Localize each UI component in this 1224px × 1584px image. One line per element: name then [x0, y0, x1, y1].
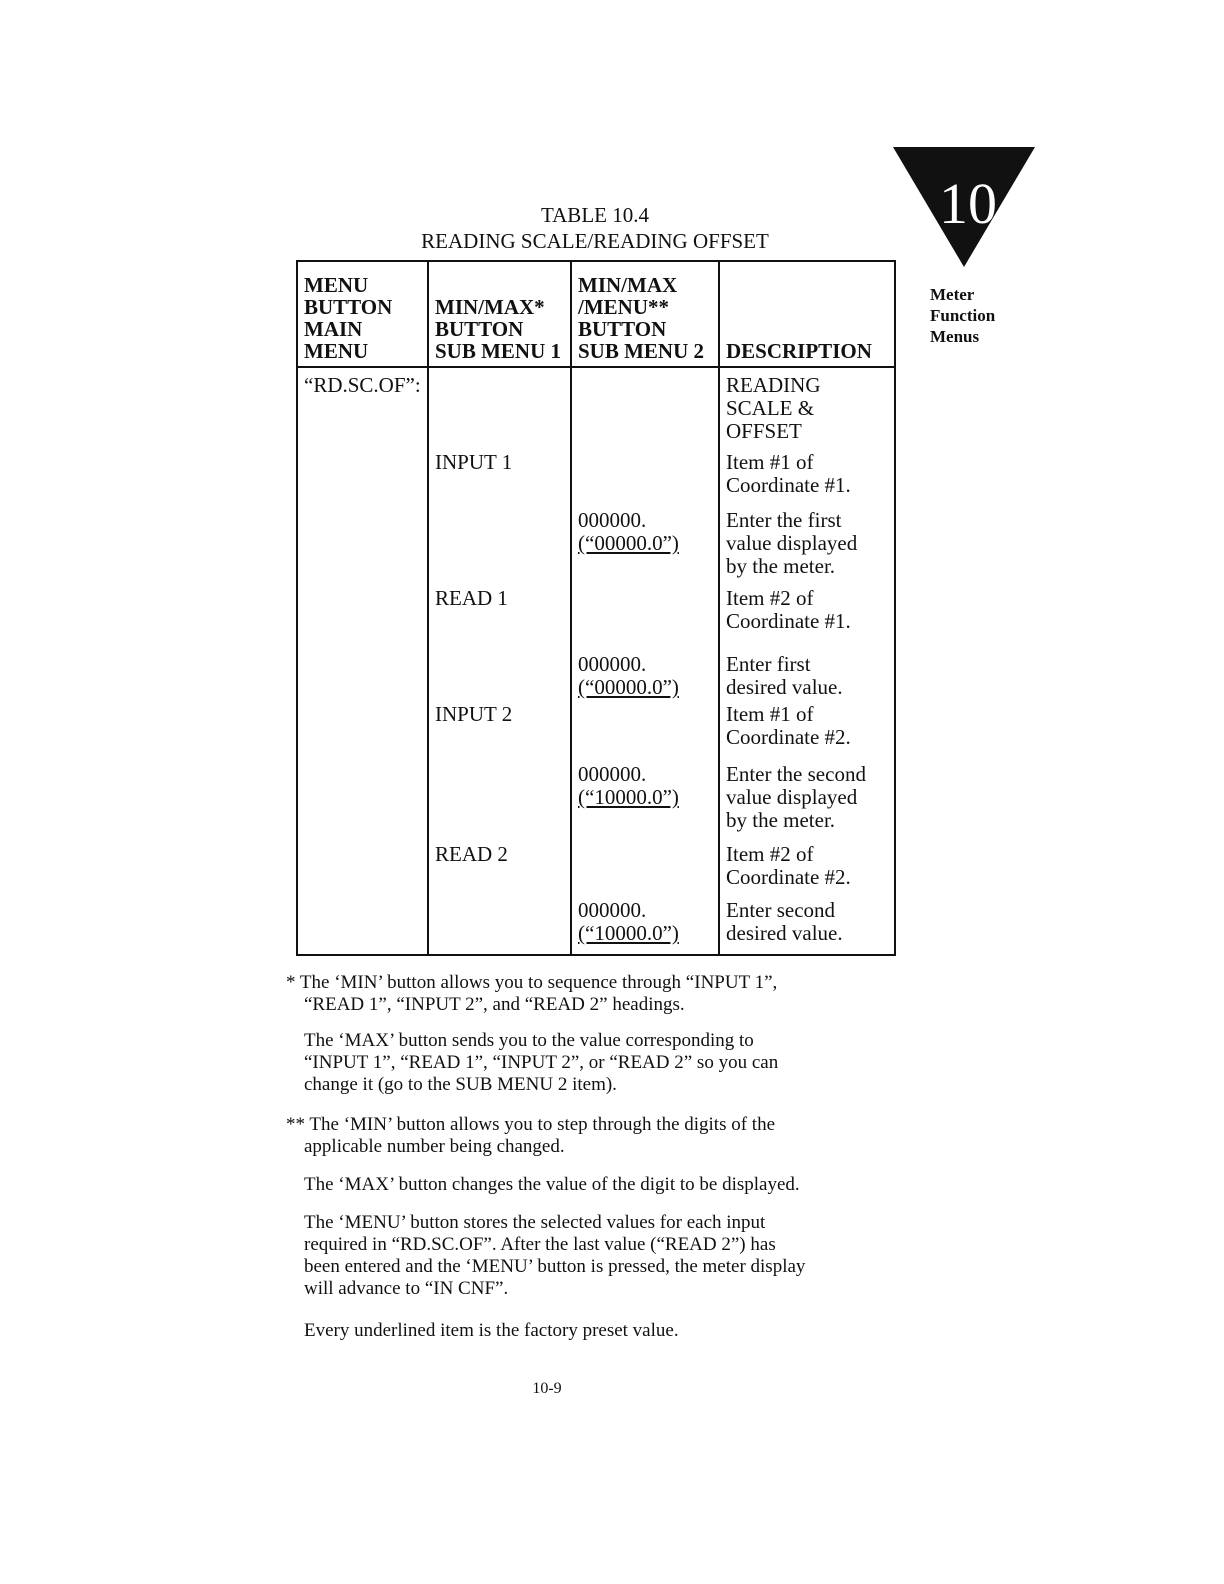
- main-menu-cell: “RD.SC.OF”:: [297, 367, 428, 451]
- footnote-menu: The ‘MENU’ button stores the selected values for each input required in “RD.SC.OF”. After the last value (“READ 2”) has been entered and the ‘MENU’ button is pressed, the meter display will advance to “IN CNF”.: [304, 1212, 806, 1299]
- footnote-max-2: The ‘MAX’ button changes the value of the digit to be displayed.: [304, 1174, 800, 1195]
- table-row: [297, 899, 895, 955]
- chapter-tab: [893, 147, 1035, 267]
- description-cell: READING SCALE & OFFSET: [719, 367, 895, 451]
- main-menu-cell: [297, 509, 428, 587]
- table-title: [296, 202, 894, 254]
- table-row: [297, 703, 895, 763]
- sub-menu-2-cell: [571, 653, 719, 703]
- description-cell: Enter the first value displayed by the meter.: [719, 509, 895, 587]
- main-menu-cell: [297, 587, 428, 653]
- table-row: [297, 843, 895, 899]
- sub-menu-1-cell: READ 1: [428, 587, 571, 653]
- sub-menu-2-cell: [571, 509, 719, 587]
- header-sub-menu-1: MIN/MAX* BUTTON SUB MENU 1: [428, 261, 571, 367]
- table-row: [297, 451, 895, 509]
- main-menu-cell: [297, 763, 428, 843]
- sub-menu-2-cell: [571, 451, 719, 509]
- sub-menu-1-cell: [428, 763, 571, 843]
- section-label-line: Menus: [930, 327, 980, 346]
- sub-menu-1-cell: [428, 367, 571, 451]
- header-main-menu: MENU BUTTON MAIN MENU: [297, 261, 428, 367]
- table-row: [297, 367, 895, 451]
- page-number: 10-9: [532, 1380, 562, 1397]
- main-menu-cell: [297, 899, 428, 955]
- preset-value: (“10000.0”): [578, 921, 679, 945]
- preset-value: (“10000.0”): [578, 785, 679, 809]
- sub-menu-1-cell: READ 2: [428, 843, 571, 899]
- header-sub-menu-2: MIN/MAX /MENU** BUTTON SUB MENU 2: [571, 261, 719, 367]
- table-row: [297, 587, 895, 653]
- sub-menu-1-cell: [428, 509, 571, 587]
- display-value: 000000.: [578, 508, 647, 532]
- preset-value: (“00000.0”): [578, 531, 679, 555]
- header-description: DESCRIPTION: [719, 261, 895, 367]
- sub-menu-2-cell: [571, 843, 719, 899]
- description-cell: Enter the second value displayed by the meter.: [719, 763, 895, 843]
- display-value: 000000.: [578, 652, 647, 676]
- sub-menu-2-cell: [571, 703, 719, 763]
- footnote-min-2: ** The ‘MIN’ button allows you to step through the digits of the applicable number being changed.: [286, 1114, 776, 1157]
- description-cell: Enter second desired value.: [719, 899, 895, 955]
- footnotes: [286, 972, 886, 1342]
- preset-value: (“00000.0”): [578, 675, 679, 699]
- main-menu-cell: [297, 703, 428, 763]
- sub-menu-2-cell: [571, 899, 719, 955]
- main-menu-cell: [297, 653, 428, 703]
- footnote-min-1: * The ‘MIN’ button allows you to sequence through “INPUT 1”, “READ 1”, “INPUT 2”, and “READ 2” headings.: [286, 972, 778, 1015]
- table-number: TABLE 10.4: [541, 203, 649, 227]
- table-row: [297, 653, 895, 703]
- section-label-line: Meter: [930, 285, 975, 304]
- display-value: 000000.: [578, 898, 647, 922]
- chapter-triangle-icon: [893, 147, 1035, 267]
- table-caption: READING SCALE/READING OFFSET: [421, 229, 769, 253]
- description-cell: Item #1 of Coordinate #1.: [719, 451, 895, 509]
- display-value: 000000.: [578, 762, 647, 786]
- sub-menu-1-cell: INPUT 2: [428, 703, 571, 763]
- description-cell: Item #2 of Coordinate #1.: [719, 587, 895, 653]
- sub-menu-2-cell: [571, 367, 719, 451]
- description-cell: Item #2 of Coordinate #2.: [719, 843, 895, 899]
- description-cell: Enter first desired value.: [719, 653, 895, 703]
- section-label: [930, 284, 995, 347]
- footnote-max-1: The ‘MAX’ button sends you to the value corresponding to “INPUT 1”, “READ 1”, “INPUT 2”, or “READ 2” so you can change it (go to the SUB MENU 2 item).: [304, 1030, 779, 1095]
- sub-menu-1-cell: INPUT 1: [428, 451, 571, 509]
- sub-menu-1-cell: [428, 653, 571, 703]
- section-label-line: Function: [930, 306, 996, 325]
- table-row: [297, 509, 895, 587]
- main-menu-cell: [297, 843, 428, 899]
- menu-table: [296, 260, 896, 956]
- footnote-preset: Every underlined item is the factory preset value.: [304, 1320, 679, 1341]
- sub-menu-2-cell: [571, 763, 719, 843]
- table-row: [297, 763, 895, 843]
- sub-menu-1-cell: [428, 899, 571, 955]
- table-header-row: [297, 261, 895, 367]
- description-cell: Item #1 of Coordinate #2.: [719, 703, 895, 763]
- sub-menu-2-cell: [571, 587, 719, 653]
- chapter-number: 10: [939, 171, 997, 236]
- main-menu-cell: [297, 451, 428, 509]
